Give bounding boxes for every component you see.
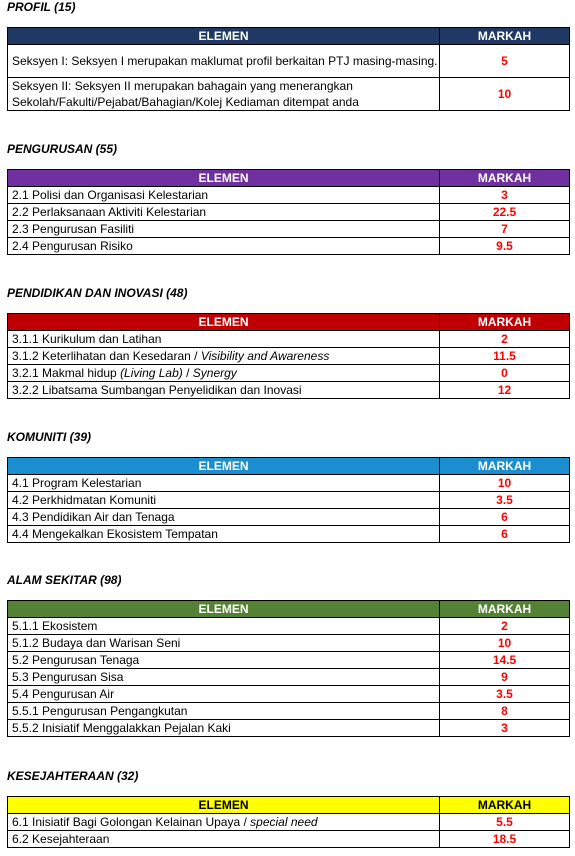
table-row: [8, 635, 570, 652]
table-row: [8, 814, 570, 831]
row-label: 5.5.1 Pengurusan Pengangkutan: [8, 703, 440, 720]
section-title: PENGURUSAN (55): [7, 142, 118, 156]
table-row: [8, 45, 570, 78]
section-title: PENDIDIKAN DAN INOVASI (48): [7, 286, 188, 300]
table-row: [8, 238, 570, 255]
row-label-italic: (Living Lab): [120, 366, 183, 380]
table-row: [8, 492, 570, 509]
row-label-italic-2: Synergy: [192, 366, 237, 380]
row-label: [8, 348, 440, 365]
row-label: 4.4 Mengekalkan Ekosistem Tempatan: [8, 526, 440, 543]
row-value: 10: [440, 78, 570, 111]
row-label: Seksyen II: Seksyen II merupakan bahagain yang menerangkan Sekolah/Fakulti/Pejabat/Bahagian/Kolej Kediaman ditempat anda: [8, 78, 440, 111]
table-row: [8, 669, 570, 686]
table-row: [8, 720, 570, 737]
profil-table: [7, 27, 570, 111]
pengurusan-table: [7, 169, 570, 255]
row-value: 10: [440, 475, 570, 492]
row-value: 5: [440, 45, 570, 78]
column-header-elemen: ELEMEN: [8, 601, 440, 618]
row-value: 8: [440, 703, 570, 720]
row-label: 4.3 Pendidikan Air dan Tenaga: [8, 509, 440, 526]
table-row: [8, 331, 570, 348]
column-header-elemen: ELEMEN: [8, 28, 440, 45]
row-value: 22.5: [440, 204, 570, 221]
table-row: [8, 365, 570, 382]
table-row: [8, 509, 570, 526]
table-row: [8, 831, 570, 848]
row-label-text: 3.2.1 Makmal hidup: [12, 366, 121, 380]
row-value: 3: [440, 720, 570, 737]
row-label-italic: Visibility and Awareness: [200, 349, 330, 363]
row-label: 3.1.1 Kurikulum dan Latihan: [8, 331, 440, 348]
row-value: 3.5: [440, 686, 570, 703]
row-label: 5.5.2 Inisiatif Menggalakkan Pejalan Kaki: [8, 720, 440, 737]
column-header-markah: MARKAH: [440, 797, 570, 814]
table-row: [8, 526, 570, 543]
row-label: 6.2 Kesejahteraan: [8, 831, 440, 848]
section-alam-sekitar: [7, 573, 569, 737]
pendidikan-table: [7, 313, 570, 399]
kesejahteraan-table: [7, 796, 570, 848]
row-label-suffix: /: [182, 366, 193, 380]
column-header-elemen: ELEMEN: [8, 797, 440, 814]
row-value: 2: [440, 618, 570, 635]
row-value: 3: [440, 187, 570, 204]
column-header-markah: MARKAH: [440, 458, 570, 475]
row-label: 5.2 Pengurusan Tenaga: [8, 652, 440, 669]
section-profil: [7, 0, 569, 111]
row-value: 9: [440, 669, 570, 686]
row-value: 6: [440, 526, 570, 543]
komuniti-table: [7, 457, 570, 543]
table-row: [8, 703, 570, 720]
row-label: 4.2 Perkhidmatan Komuniti: [8, 492, 440, 509]
section-komuniti: [7, 430, 569, 543]
table-row: [8, 221, 570, 238]
section-title: KESEJAHTERAAN (32): [7, 769, 139, 783]
table-row: [8, 475, 570, 492]
section-pengurusan: [7, 142, 569, 255]
row-value: 11.5: [440, 348, 570, 365]
column-header-markah: MARKAH: [440, 28, 570, 45]
row-label-italic: special need: [250, 815, 318, 829]
table-row: [8, 652, 570, 669]
row-value: 3.5: [440, 492, 570, 509]
table-row: [8, 348, 570, 365]
row-label: 2.2 Perlaksanaan Aktiviti Kelestarian: [8, 204, 440, 221]
row-value: 9.5: [440, 238, 570, 255]
row-label: 5.3 Pengurusan Sisa: [8, 669, 440, 686]
row-value: 14.5: [440, 652, 570, 669]
section-title: PROFIL (15): [7, 0, 76, 14]
section-pendidikan: [7, 286, 569, 399]
column-header-elemen: ELEMEN: [8, 170, 440, 187]
column-header-markah: MARKAH: [440, 314, 570, 331]
row-label: 2.1 Polisi dan Organisasi Kelestarian: [8, 187, 440, 204]
table-row: [8, 686, 570, 703]
row-label: [8, 365, 440, 382]
row-label: 5.4 Pengurusan Air: [8, 686, 440, 703]
row-value: 18.5: [440, 831, 570, 848]
row-label: 5.1.1 Ekosistem: [8, 618, 440, 635]
row-value: 2: [440, 331, 570, 348]
row-label: Seksyen I: Seksyen I merupakan maklumat profil berkaitan PTJ masing-masing.: [8, 45, 440, 78]
row-value: 6: [440, 509, 570, 526]
column-header-elemen: ELEMEN: [8, 314, 440, 331]
row-value: 10: [440, 635, 570, 652]
column-header-markah: MARKAH: [440, 601, 570, 618]
row-label: 2.4 Pengurusan Risiko: [8, 238, 440, 255]
row-label-text: 6.1 Inisiatif Bagi Golongan Kelainan Upaya /: [12, 815, 251, 829]
column-header-elemen: ELEMEN: [8, 458, 440, 475]
table-row: [8, 618, 570, 635]
section-kesejahteraan: [7, 769, 569, 848]
row-value: 7: [440, 221, 570, 238]
table-row: [8, 187, 570, 204]
row-value: 12: [440, 382, 570, 399]
section-title: KOMUNITI (39): [7, 430, 91, 444]
row-label: [8, 814, 440, 831]
table-row: [8, 78, 570, 111]
row-value: 0: [440, 365, 570, 382]
table-row: [8, 204, 570, 221]
row-label: 2.3 Pengurusan Fasiliti: [8, 221, 440, 238]
row-label: 4.1 Program Kelestarian: [8, 475, 440, 492]
row-value: 5.5: [440, 814, 570, 831]
row-label: 5.1.2 Budaya dan Warisan Seni: [8, 635, 440, 652]
alam-table: [7, 600, 570, 737]
row-label-text: 3.1.2 Keterlihatan dan Kesedaran /: [12, 349, 201, 363]
row-label: 3.2.2 Libatsama Sumbangan Penyelidikan dan Inovasi: [8, 382, 440, 399]
section-title: ALAM SEKITAR (98): [7, 573, 122, 587]
column-header-markah: MARKAH: [440, 170, 570, 187]
table-row: [8, 382, 570, 399]
